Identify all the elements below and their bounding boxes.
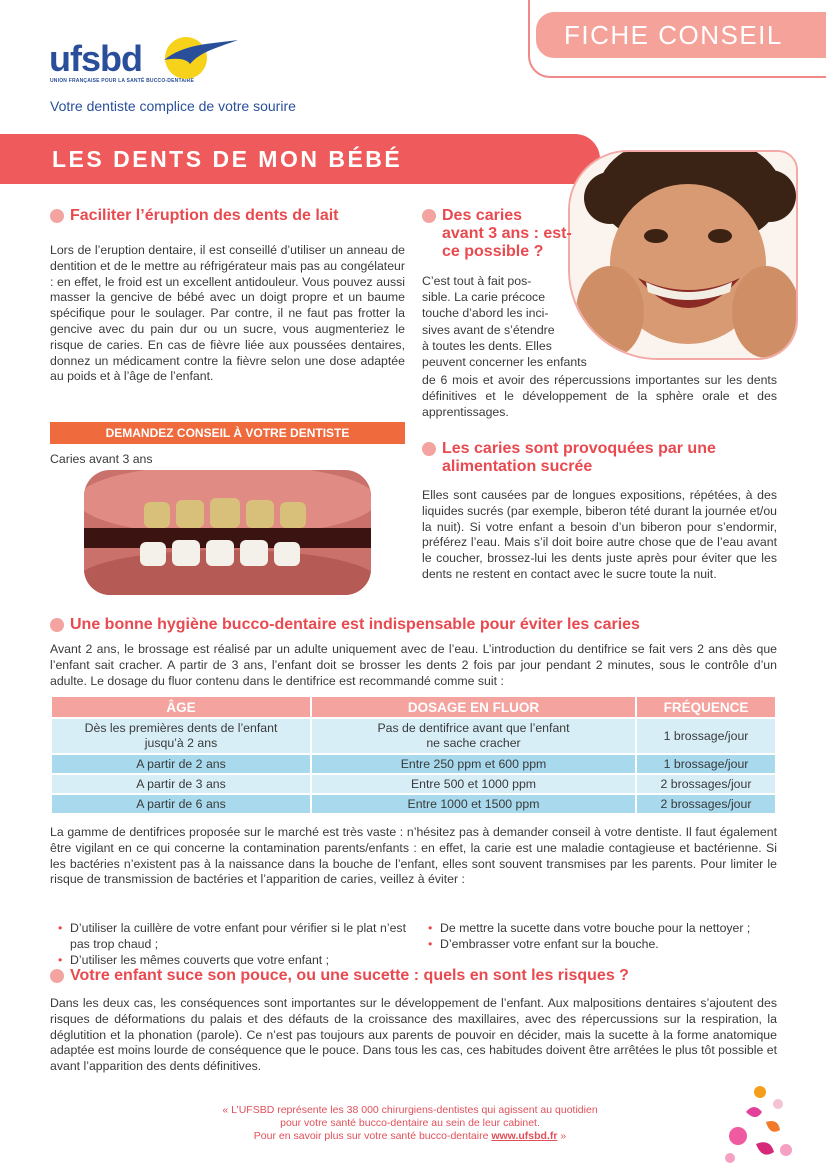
footer-line: « L’UFSBD représente les 38 000 chirurgiens-dentistes qui agissent au quotidien xyxy=(222,1104,598,1116)
child-photo xyxy=(568,150,798,360)
sugar-text: Elles sont causées par de longues expositions, répétées, à des liquides sucrés (par exemple, biberon tété durant la journée et/ou la nuit). Si votre enfant a besoin d’un biberon pour s’endormir, préférez l’eau. Mais s’il doit boire autre chose que de l’eau avant le coucher, brossez-lui les dents juste après pour éviter que les dents ne restent en contact avec le sucre toute la nuit. xyxy=(422,488,777,581)
table-cell-dose: Entre 250 ppm et 600 ppm xyxy=(312,755,635,773)
table-row xyxy=(52,755,775,773)
fiche-conseil-label: FICHE CONSEIL xyxy=(536,12,826,58)
section-heading-hygiene: Une bonne hygiène bucco-dentaire est indispensable pour éviter les caries xyxy=(50,616,640,634)
cell-line: ne sache cracher xyxy=(426,736,521,750)
cell-line: jusqu’à 2 ans xyxy=(144,736,218,750)
footer-line: pour votre santé bucco-dentaire au sein de leur cabinet. xyxy=(280,1117,540,1129)
text-line: C’est tout à fait pos- xyxy=(422,274,532,288)
logo-wordmark: ufsbd xyxy=(49,38,142,79)
section-heading-eruption: Faciliter l’éruption des dents de lait xyxy=(50,207,339,225)
table-header-age: ÂGE xyxy=(52,697,310,717)
cell-line: Dès les premières dents de l’enfant xyxy=(84,721,278,735)
list-item: • D’utiliser la cuillère de votre enfant pour vérifier si le plat n’est pas trop chaud ; xyxy=(58,920,406,952)
table-row xyxy=(52,775,775,793)
caries-wide-text: de 6 mois et avoir des répercussions importantes sur les dents définitives et le développement de la sphère orale et des apprentissages. xyxy=(422,373,777,419)
advice-banner: DEMANDEZ CONSEIL À VOTRE DENTISTE xyxy=(50,422,405,444)
table-cell-freq: 2 brossages/jour xyxy=(637,795,775,813)
text-line: à toutes les dents. Elles xyxy=(422,338,552,353)
hygiene-intro: Avant 2 ans, le brossage est réalisé par un adulte uniquement avec de l’eau. L’introduction du dentifrice se fait vers 2 ans dès que l’enfant sait cracher. A partir de 3 ans, l’enfant doit se brosser les dents 2 fois par jour pendant 2 minutes, sous le contrôle d’un adulte. Le dosage du fluor contenu dans le dentifrice est recommandé comme suit : xyxy=(50,642,777,688)
list-item: • D’utiliser les mêmes couverts que votre enfant ; xyxy=(58,952,406,968)
footer-note xyxy=(130,1104,690,1143)
thumb-text: Dans les deux cas, les conséquences sont importantes sur le développement de l’enfant. Aux malpositions dentaires s’ajoutent des risques de déformations du palais et des défauts de la croissance des maxillaires, avec des répercussions sur la respiration, la déglutition et la phonation (parole). Ce n’est pas toujours aux parents de pouvoir en décider, mais la sucette à la forme anatomique adaptée est moins lourde de conséquence que le pouce. Dans tous les cas, ces habitudes doivent être arrêtées le plus tôt possible et avant l’apparition des dents définitives. xyxy=(50,996,777,1074)
caries-teeth-photo xyxy=(84,470,371,595)
section-heading-caries-before-3 xyxy=(422,207,572,261)
footer-text: Pour en savoir plus sur votre santé bucco-dentaire xyxy=(253,1130,489,1142)
text-line: sible. La carie précoce xyxy=(422,290,546,305)
table-cell-dose xyxy=(312,719,635,753)
decorative-bubbles-icon xyxy=(716,1078,806,1166)
table-cell-dose: Entre 1000 et 1500 ppm xyxy=(312,795,635,813)
heading-line: Les caries sont provoquées par une xyxy=(442,440,716,457)
table-row xyxy=(52,719,775,753)
table-header-frequency: FRÉQUENCE xyxy=(637,697,775,717)
heading-line: ce possible ? xyxy=(442,243,544,260)
table-cell-freq: 1 brossage/jour xyxy=(637,719,775,753)
logo-sun-bird-icon xyxy=(160,34,240,82)
smiling-child-illustration xyxy=(570,152,798,360)
avoid-list-right xyxy=(428,920,788,952)
table-cell-dose: Entre 500 et 1000 ppm xyxy=(312,775,635,793)
table-row xyxy=(52,795,775,813)
text-line: touche d’abord les inci- xyxy=(422,306,549,321)
logo-subtitle: UNION FRANÇAISE POUR LA SANTÉ BUCCO-DENTAIRE xyxy=(50,78,195,84)
avoid-list-left xyxy=(58,920,406,968)
fiche-conseil-tab xyxy=(528,0,826,78)
heading-line: alimentation sucrée xyxy=(442,458,593,475)
list-item: • De mettre la sucette dans votre bouche pour la nettoyer ; xyxy=(428,920,788,936)
table-cell-age xyxy=(52,719,310,753)
section-heading-sugar xyxy=(422,440,716,476)
text-line: sives avant de s’étendre xyxy=(422,322,555,337)
website-link[interactable]: www.ufsbd.fr xyxy=(491,1130,558,1142)
cell-line: Pas de dentifrice avant que l’enfant xyxy=(377,721,570,735)
table-header-dosage: DOSAGE EN FLUOR xyxy=(312,697,635,717)
section-heading-thumb: Votre enfant suce son pouce, ou une sucette : quels en sont les risques ? xyxy=(50,967,629,985)
decayed-teeth-illustration xyxy=(84,470,371,595)
table-cell-freq: 1 brossage/jour xyxy=(637,755,775,773)
contamination-text: La gamme de dentifrices proposée sur le marché est très vaste : n’hésitez pas à demander conseil à votre dentiste. Il faut également être vigilant en ce qui concerne la contamination parents/enfants : en effet, la carie est une maladie contagieuse et bactérienne. Si les bactéries n’existent pas à la naissance dans la bouche de l’enfant, elles sont souvent transmises par les parents. Pour limiter le risque de transmission de bactéries et l’apparition de caries, veillez à éviter : xyxy=(50,825,777,887)
heading-line: avant 3 ans : est- xyxy=(442,225,572,242)
fluor-dosage-table xyxy=(50,695,777,815)
list-item: • D’embrasser votre enfant sur la bouche. xyxy=(428,936,788,952)
title-band xyxy=(0,134,600,184)
caries-narrow-text xyxy=(422,273,587,370)
eruption-text: Lors de l’eruption dentaire, il est conseillé d’utiliser un anneau de dentition et de le mettre au réfrigérateur mais pas au congélateur : en effet, le froid est un excellent antidouleur. Vous pouvez aussi masser la gencive de bébé avec un doigt propre et un baume spécifique pour le soulager. Par contre, il ne faut pas frotter la gencive avec du pain dur ou un sucre, vous augmenteriez le risque de caries. En cas de fièvre liée aux poussées dentaires, donnez un médicament contre la fièvre selon une dose adaptée au poids et à l’âge de l’enfant. xyxy=(50,243,405,384)
table-cell-age: A partir de 2 ans xyxy=(52,755,310,773)
footer-text: » xyxy=(557,1130,567,1142)
text-line: peuvent concerner les enfants xyxy=(422,355,587,370)
tagline: Votre dentiste complice de votre sourire xyxy=(50,98,296,114)
photo-caption: Caries avant 3 ans xyxy=(50,452,153,466)
table-cell-freq: 2 brossages/jour xyxy=(637,775,775,793)
table-cell-age: A partir de 6 ans xyxy=(52,795,310,813)
footer-line xyxy=(130,1130,690,1143)
page-title: LES DENTS DE MON BÉBÉ xyxy=(52,146,403,172)
heading-line: Des caries xyxy=(442,207,523,224)
table-cell-age: A partir de 3 ans xyxy=(52,775,310,793)
